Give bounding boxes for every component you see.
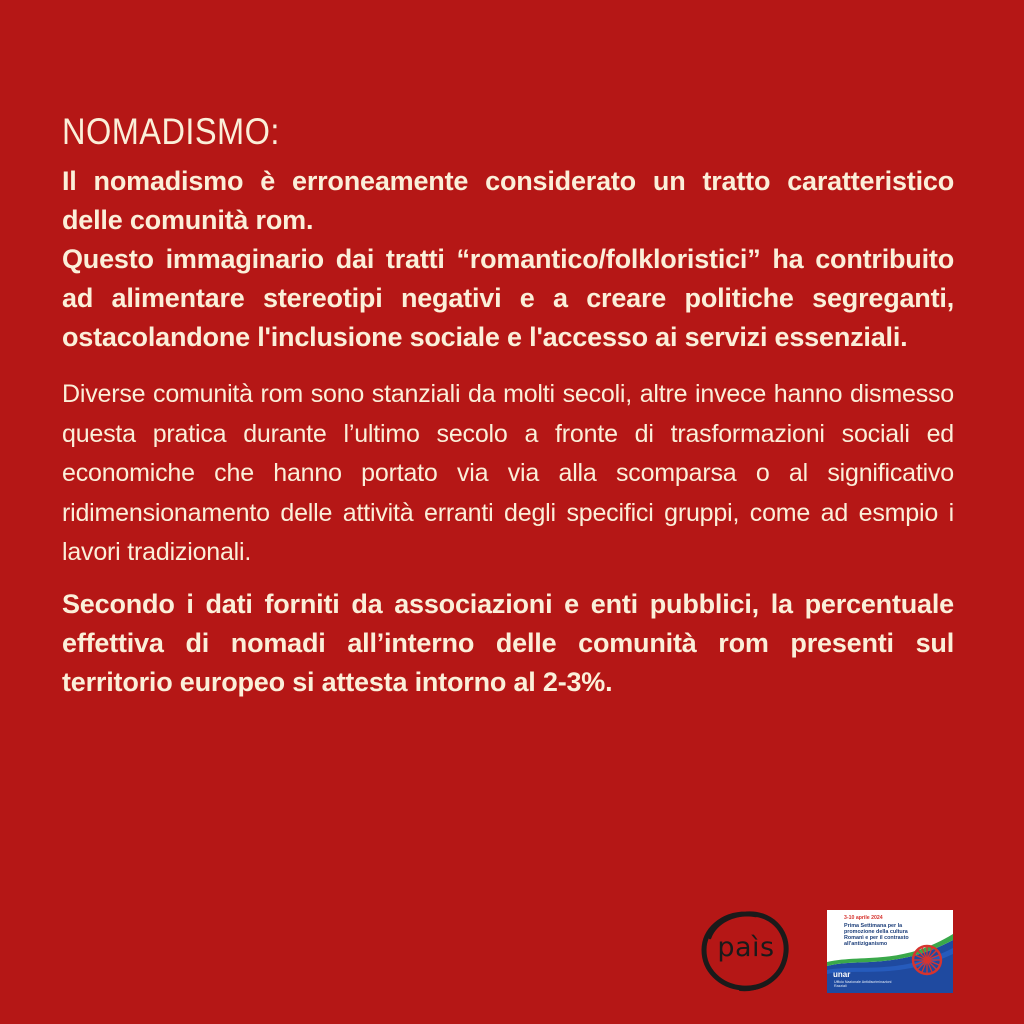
event-date: 3-10 aprile 2024 <box>844 915 883 921</box>
event-logo <box>827 910 953 993</box>
event-title: Prima Settimana per la promozione della cultura Romanì e per il contrasto all'antiziganismo <box>844 923 909 947</box>
page-title: NOMADISMO: <box>62 111 280 152</box>
pais-logo <box>696 908 792 994</box>
detail-paragraph: Diverse comunità rom sono stanziali da molti secoli, altre invece hanno dismesso questa pratica durante l’ultimo secolo a fronte di trasformazioni sociali ed economiche che hanno portato via via alla scomparsa o al significativo ridimensionamento delle attività erranti degli specifici gruppi, come ad esmpio i lavori tradizionali. <box>62 380 954 566</box>
event-org-subtitle: Ufficio Nazionale Antidiscriminazioni Razziali <box>834 980 892 988</box>
pais-logo-text: paìs <box>717 932 775 963</box>
event-org-name: unar <box>833 970 851 979</box>
intro-paragraph: Il nomadismo è erroneamente considerato un tratto caratteristico delle comunità rom. <box>62 166 954 235</box>
main-content <box>62 108 954 702</box>
conclusion-paragraph: Secondo i dati forniti da associazioni e enti pubblici, la percentuale effettiva di nomadi all’interno delle comunità rom presenti sul territorio europeo si attesta intorno al 2-3%. <box>62 588 954 697</box>
stereotype-paragraph: Questo immaginario dai tratti “romantico/folkloristici” ha contribuito ad alimentare stereotipi negativi e a creare politiche segreganti, ostacolandone l'inclusione sociale e l'accesso ai servizi essenziali. <box>62 244 954 352</box>
